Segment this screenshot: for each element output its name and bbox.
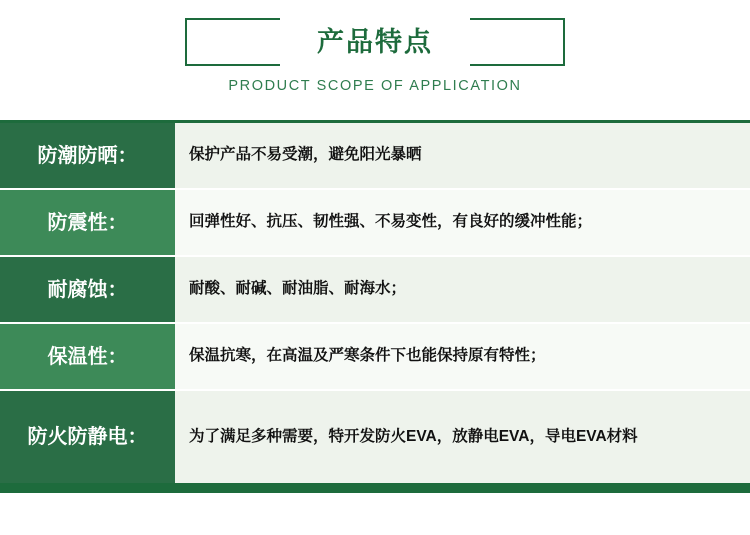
page-header <box>0 0 750 120</box>
page-subtitle: PRODUCT SCOPE OF APPLICATION <box>228 78 522 94</box>
footer-accent-bar <box>0 483 750 493</box>
feature-value: 为了满足多种需要，特开发防火EVA，放静电EVA，导电EVA材料 <box>175 391 750 483</box>
table-row <box>0 257 750 324</box>
feature-value: 保护产品不易受潮，避免阳光暴晒 <box>175 123 750 188</box>
feature-label: 耐腐蚀： <box>0 257 175 322</box>
table-row <box>0 324 750 391</box>
feature-value: 回弹性好、抗压、韧性强、不易变性，有良好的缓冲性能； <box>175 190 750 255</box>
page-title: 产品特点 <box>317 26 433 57</box>
feature-label: 防潮防晒： <box>0 123 175 188</box>
feature-value: 保温抗寒，在高温及严寒条件下也能保持原有特性； <box>175 324 750 389</box>
feature-value: 耐酸、耐碱、耐油脂、耐海水； <box>175 257 750 322</box>
table-row <box>0 123 750 190</box>
table-row <box>0 391 750 483</box>
table-row <box>0 190 750 257</box>
feature-label: 防火防静电： <box>0 391 175 483</box>
feature-label: 保温性： <box>0 324 175 389</box>
footer-spacer <box>0 493 750 513</box>
feature-label: 防震性： <box>0 190 175 255</box>
features-table <box>0 120 750 483</box>
title-frame <box>185 18 565 66</box>
